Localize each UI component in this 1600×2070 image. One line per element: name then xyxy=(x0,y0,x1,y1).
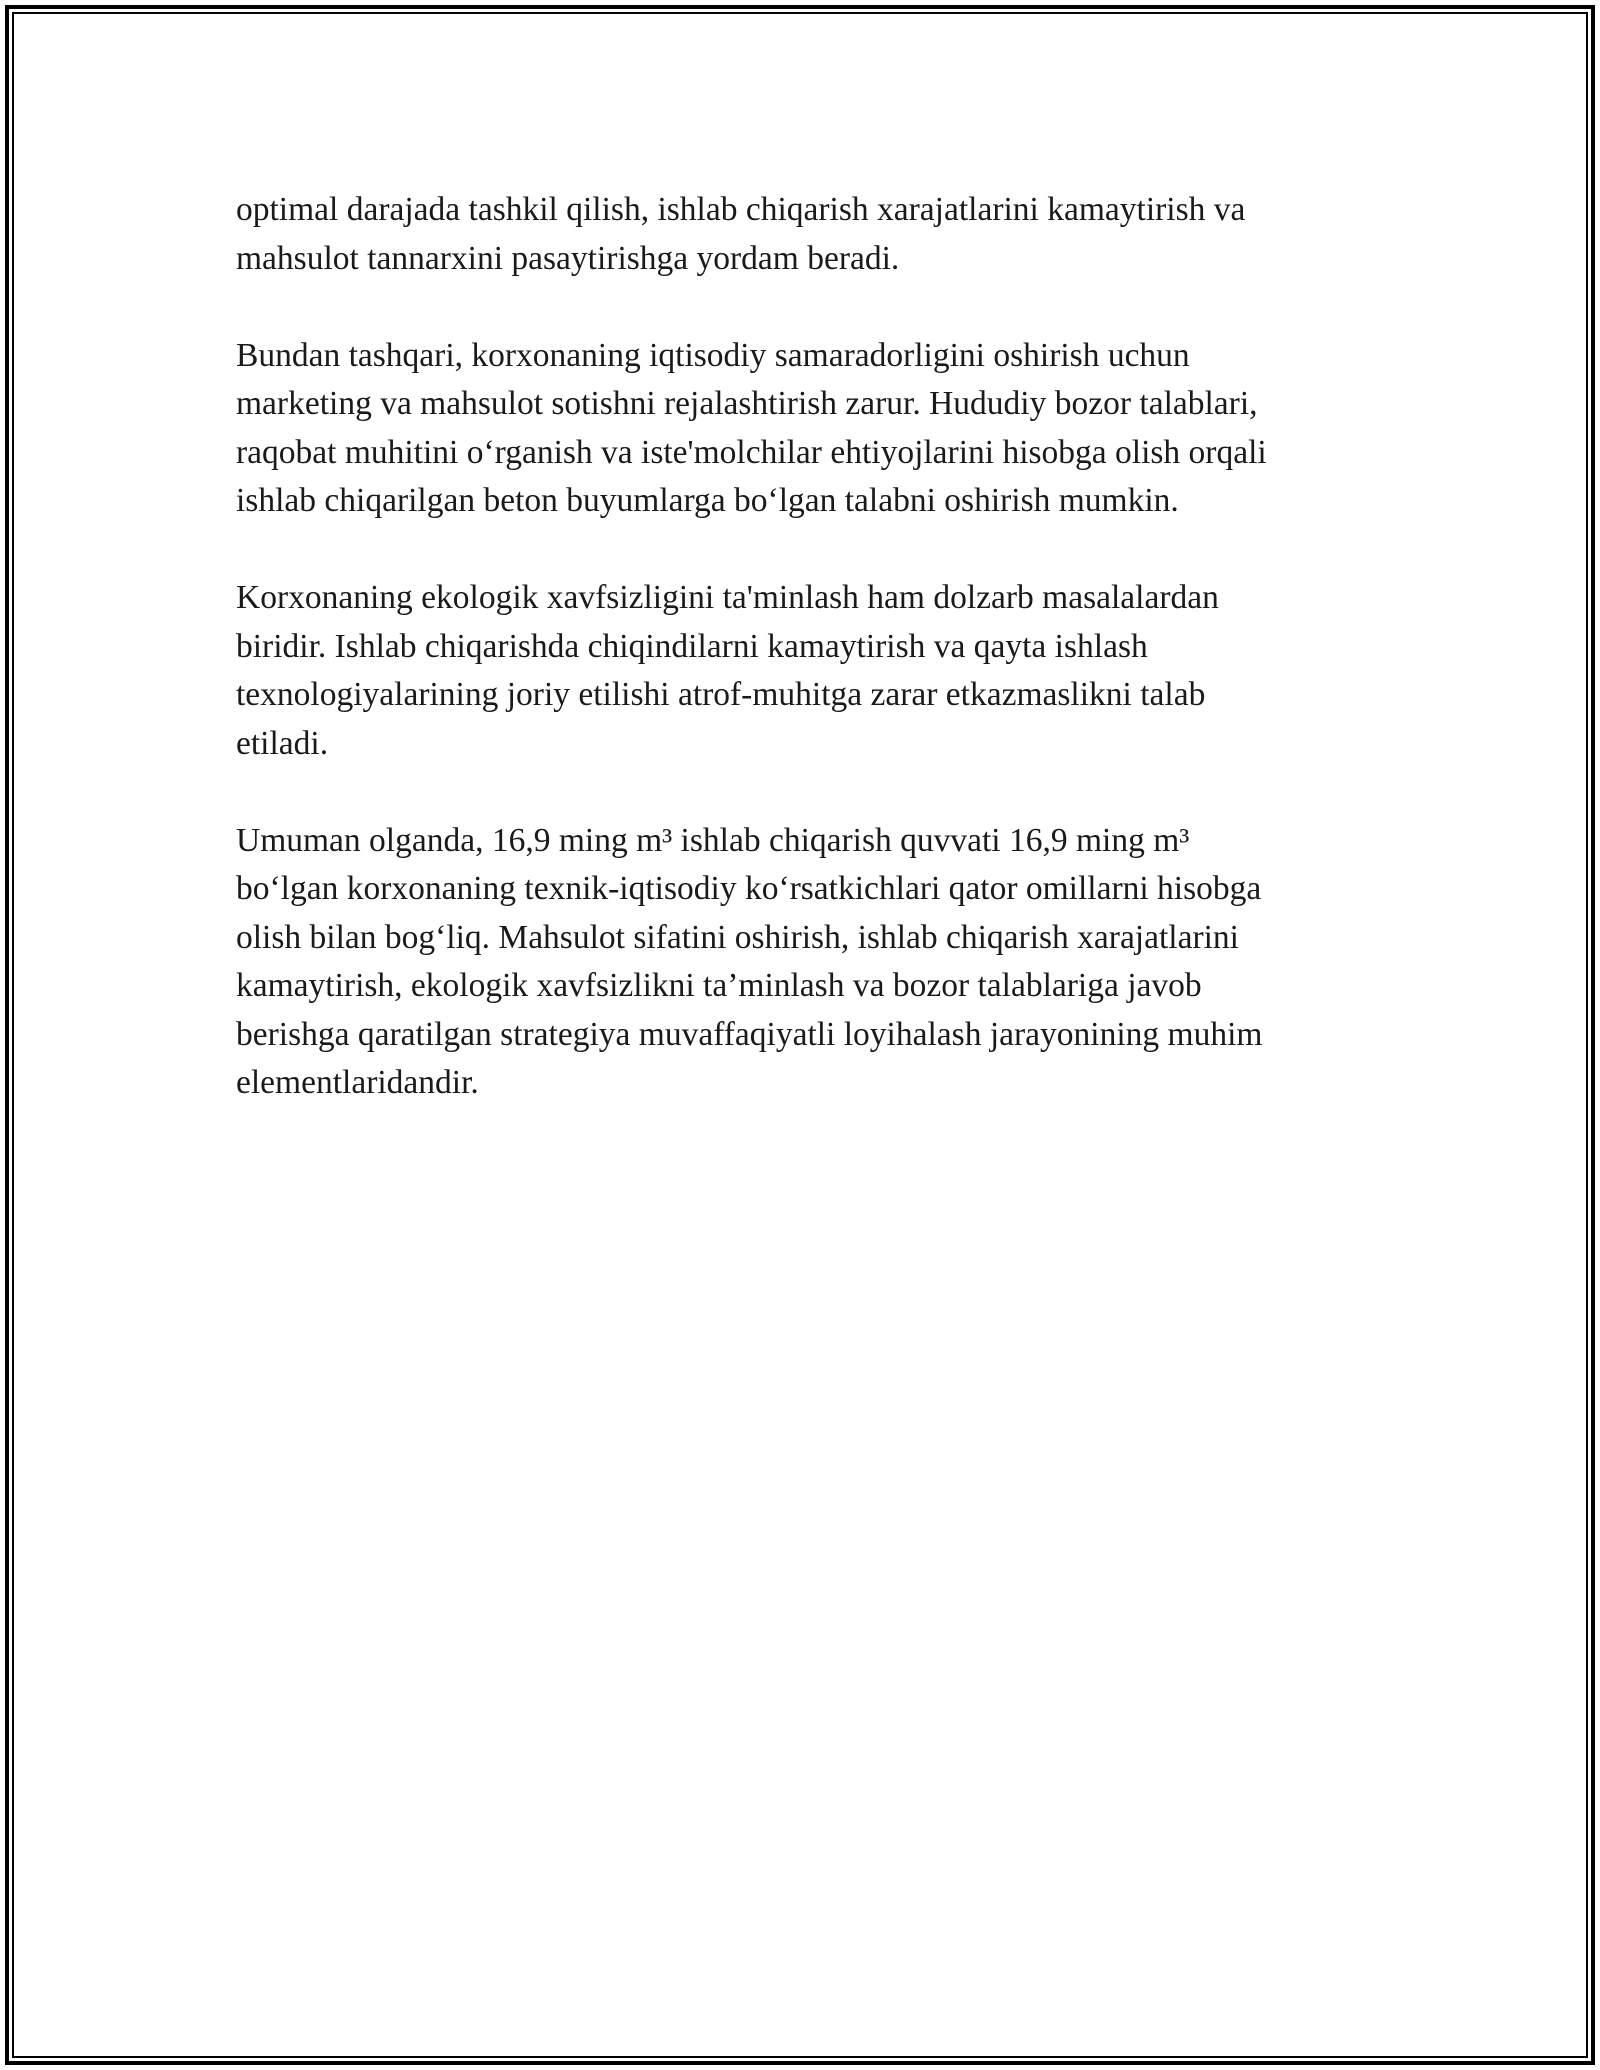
paragraph-4-line-3: olish bilan bog‘liq. Mahsulot sifatini oshirish, ishlab chiqarish xarajatlarini xyxy=(236,918,1239,956)
paragraph-2-line-2: marketing va mahsulot sotishni rejalashtirish zarur. Hududiy bozor talablari, xyxy=(236,385,1258,422)
paragraph-3-line-3: texnologiyalarining joriy etilishi atrof-muhitga zarar etkazmaslikni talab xyxy=(236,676,1206,713)
paragraph-4-line-2: bo‘lgan korxonaning texnik-iqtisodiy ko‘rsatkichlari qator omillarni hisobga xyxy=(236,870,1262,907)
paragraph-1-line-2: mahsulot tannarxini pasaytirishga yordam beradi. xyxy=(236,239,900,277)
paragraph-2-line-4: ishlab chiqarilgan beton buyumlarga bo‘lgan talabni oshirish mumkin. xyxy=(236,482,1179,519)
paragraph-2 xyxy=(236,332,1386,526)
paragraph-4-line-4: kamaytirish, ekologik xavfsizlikni ta’minlash va bozor talablariga javob xyxy=(236,967,1202,1004)
paragraph-1 xyxy=(236,186,1386,283)
paragraph-3-line-4: etiladi. xyxy=(236,724,329,762)
paragraph-4-line-6: elementlaridandir. xyxy=(236,1064,479,1101)
paragraph-1-line-1: optimal darajada tashkil qilish, ishlab chiqarish xarajatlarini kamaytirish va xyxy=(236,191,1246,228)
paragraph-4 xyxy=(236,817,1386,1108)
paragraph-3-line-2: biridir. Ishlab chiqarishda chiqindilarni kamaytirish va qayta ishlash xyxy=(236,627,1148,665)
paragraph-4-line-5: berishga qaratilgan strategiya muvaffaqiyatli loyihalash jarayonining muhim xyxy=(236,1015,1263,1053)
paragraph-2-line-3: raqobat muhitini o‘rganish va iste'molchilar ehtiyojlarini hisobga olish orqali xyxy=(236,433,1267,471)
paragraph-2-line-1: Bundan tashqari, korxonaning iqtisodiy samaradorligini oshirish uchun xyxy=(236,336,1190,374)
paragraph-3 xyxy=(236,574,1386,768)
paragraph-4-line-1: Umuman olganda, 16,9 ming m³ ishlab chiqarish quvvati 16,9 ming m³ xyxy=(236,821,1190,859)
paragraph-3-line-1: Korxonaning ekologik xavfsizligini ta'minlash ham dolzarb masalalardan xyxy=(236,579,1219,616)
document-body xyxy=(236,186,1386,1156)
